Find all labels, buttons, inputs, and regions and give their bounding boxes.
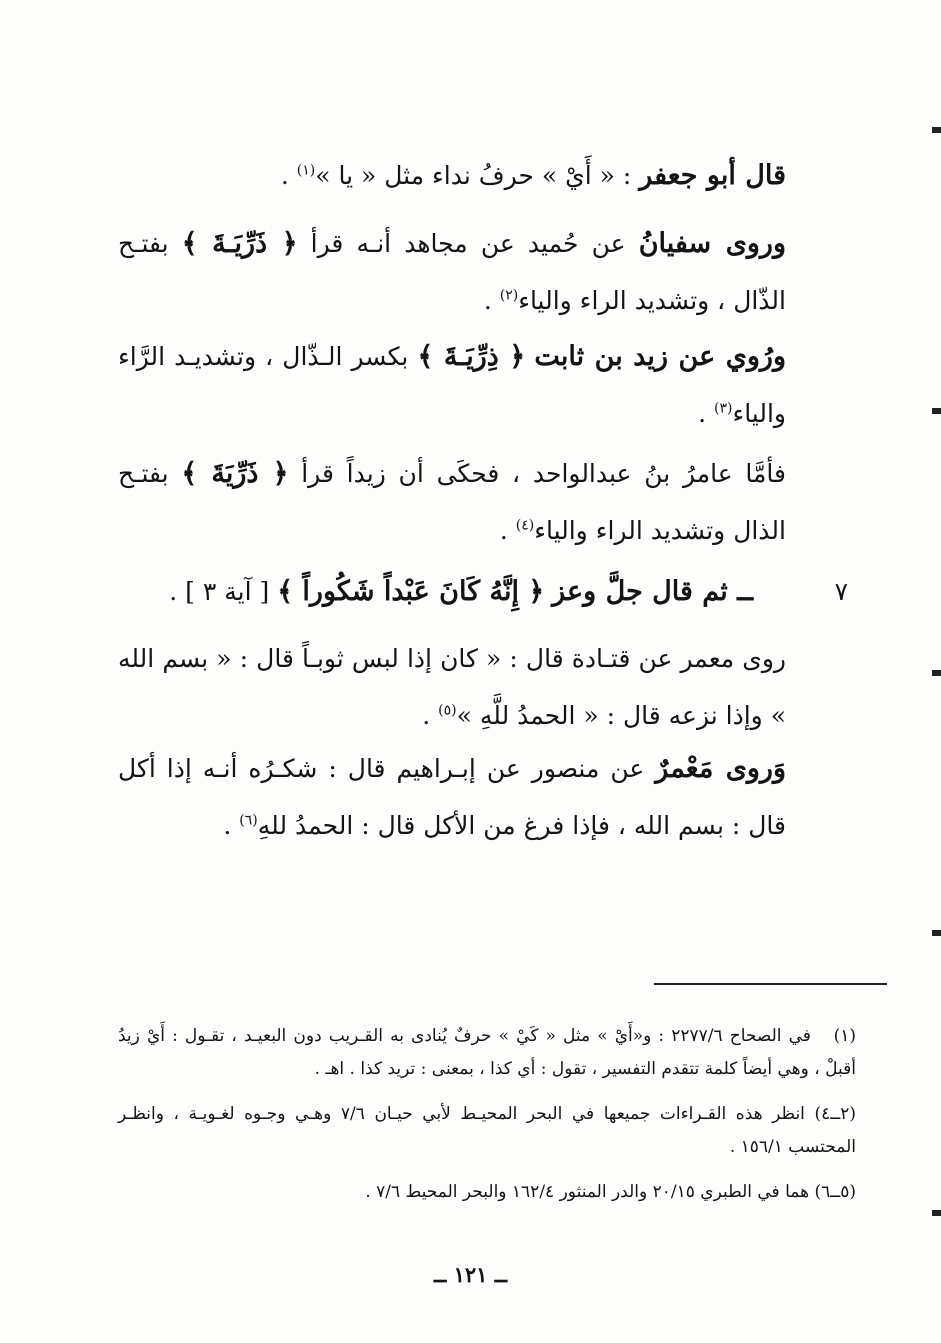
footnote-text: في الصحاح ٢٢٧٧/٦ : و«أَيْ » مثل « كَيْ » حرفٌ يُنادى به القـريب دون البعيـد ، تقـول : أَيْ زيدُ أقبلْ ، وهي أيضاً كلمة تتقدم التفسير ، تقول : أي كذا ، بمعنى : تريد كذا . اهـ .: [118, 1026, 856, 1079]
scan-edge-mark: [932, 127, 941, 133]
paragraph-7: وَروى مَعْمرٌ عن منصور عن إبـراهيم قال : شكـرُه أنـه إذا أكل قال : بسم الله ، فإذا فرغ من الأكل قال : الحمدُ للهِ$^{(٦)}$ .: [118, 753, 786, 840]
footnote-text: انظر هذه القـراءات جميعها في البحر المحيـط لأبي حيـان ٧/٦ وهـي وجـوه لغـويـة ، وانظـر المحتسب ١٥٦/١ .: [118, 1104, 856, 1157]
scan-edge-mark: [932, 1210, 941, 1216]
scan-edge-mark: [932, 930, 941, 936]
footnote-2: [118, 1098, 856, 1164]
footnote-ref[interactable]: (٤): [515, 517, 535, 534]
footnote-ref[interactable]: (٢): [499, 287, 519, 304]
footnote-ref[interactable]: (٦): [239, 812, 258, 829]
footnote-number: (١): [833, 1026, 856, 1046]
footnote-text: هما في الطبري ٢٠/١٥ والدر المنثور ١٦٢/٤ والبحر المحيط ٧/٦ .: [365, 1182, 810, 1202]
paragraph-2: وروى سفيانُ عن حُميد عن مجاهد أنـه قرأ ﴿ ذَرِّيَـةَ ﴾ بفتـح الذّال ، وتشديد الراء والياء$^{(٢)}$ .: [118, 228, 787, 315]
quran-quote: ﴿ ذَرِّيَةَ ﴾: [181, 458, 289, 489]
paragraph-4: فأمَّا عامرُ بنُ عبدالواحد ، فحكَى أن زيداً قرأ ﴿ ذَرِّيَةَ ﴾ بفتـح الذال وتشديد الراء والياء$^{(٤)}$ .: [118, 458, 786, 545]
speaker: وروى سفيانُ: [638, 228, 787, 259]
quran-quote: ﴿ ذَرِّيَـةَ ﴾: [181, 228, 298, 259]
verse-ref: [ آية ٣ ] .: [169, 577, 278, 606]
paragraph-1: قال أبو جعفر : « أَيْ » حرفُ نداء مثل « يا »$^{(١)}$ .: [280, 160, 786, 191]
footnote-divider: [654, 983, 887, 985]
speaker: ــ ثم قال جلَّ وعز: [552, 576, 753, 607]
speaker: ورُوي عن زيد بن ثابت: [534, 341, 787, 372]
paragraph-3: ورُوي عن زيد بن ثابت ﴿ ذِرِّيَـةَ ﴾ بكسر الـذّال ، وتشديـد الرَّاء والياء$^{(٣)}$ .: [118, 341, 787, 428]
verse-number: ٧: [834, 577, 848, 606]
footnote-number: (٢ــ٤): [814, 1104, 856, 1124]
footnote-ref[interactable]: (١): [296, 162, 316, 179]
footnote-1: [118, 1020, 856, 1086]
scan-edge-mark: [932, 670, 941, 676]
quran-quote: ﴿ ذِرِّيَـةَ ﴾: [417, 341, 526, 372]
footnote-ref[interactable]: (٥): [438, 702, 457, 719]
speaker: قال أبو جعفر: [639, 160, 786, 191]
footnote-number: (٥ــ٦): [814, 1182, 856, 1202]
paragraph-6: روى معمر عن قتـادة قال : « كان إذا لبس ثوبـاً قال : « بسم الله » وإذا نزعه قال : « الحمدُ للَّهِ »$^{(٥)}$ .: [118, 644, 786, 730]
paragraph-5: [118, 563, 753, 620]
page-number: ــ ١٢١ ــ: [433, 1262, 508, 1287]
footnote-3: [118, 1176, 856, 1209]
quran-quote: ﴿ إِنَّهُ كَانَ عَبْداً شَكُوراً ﴾: [277, 576, 545, 607]
scan-edge-mark: [932, 408, 941, 414]
speaker: وَروى مَعْمرٌ: [655, 753, 786, 784]
footnote-ref[interactable]: (٣): [713, 400, 733, 417]
